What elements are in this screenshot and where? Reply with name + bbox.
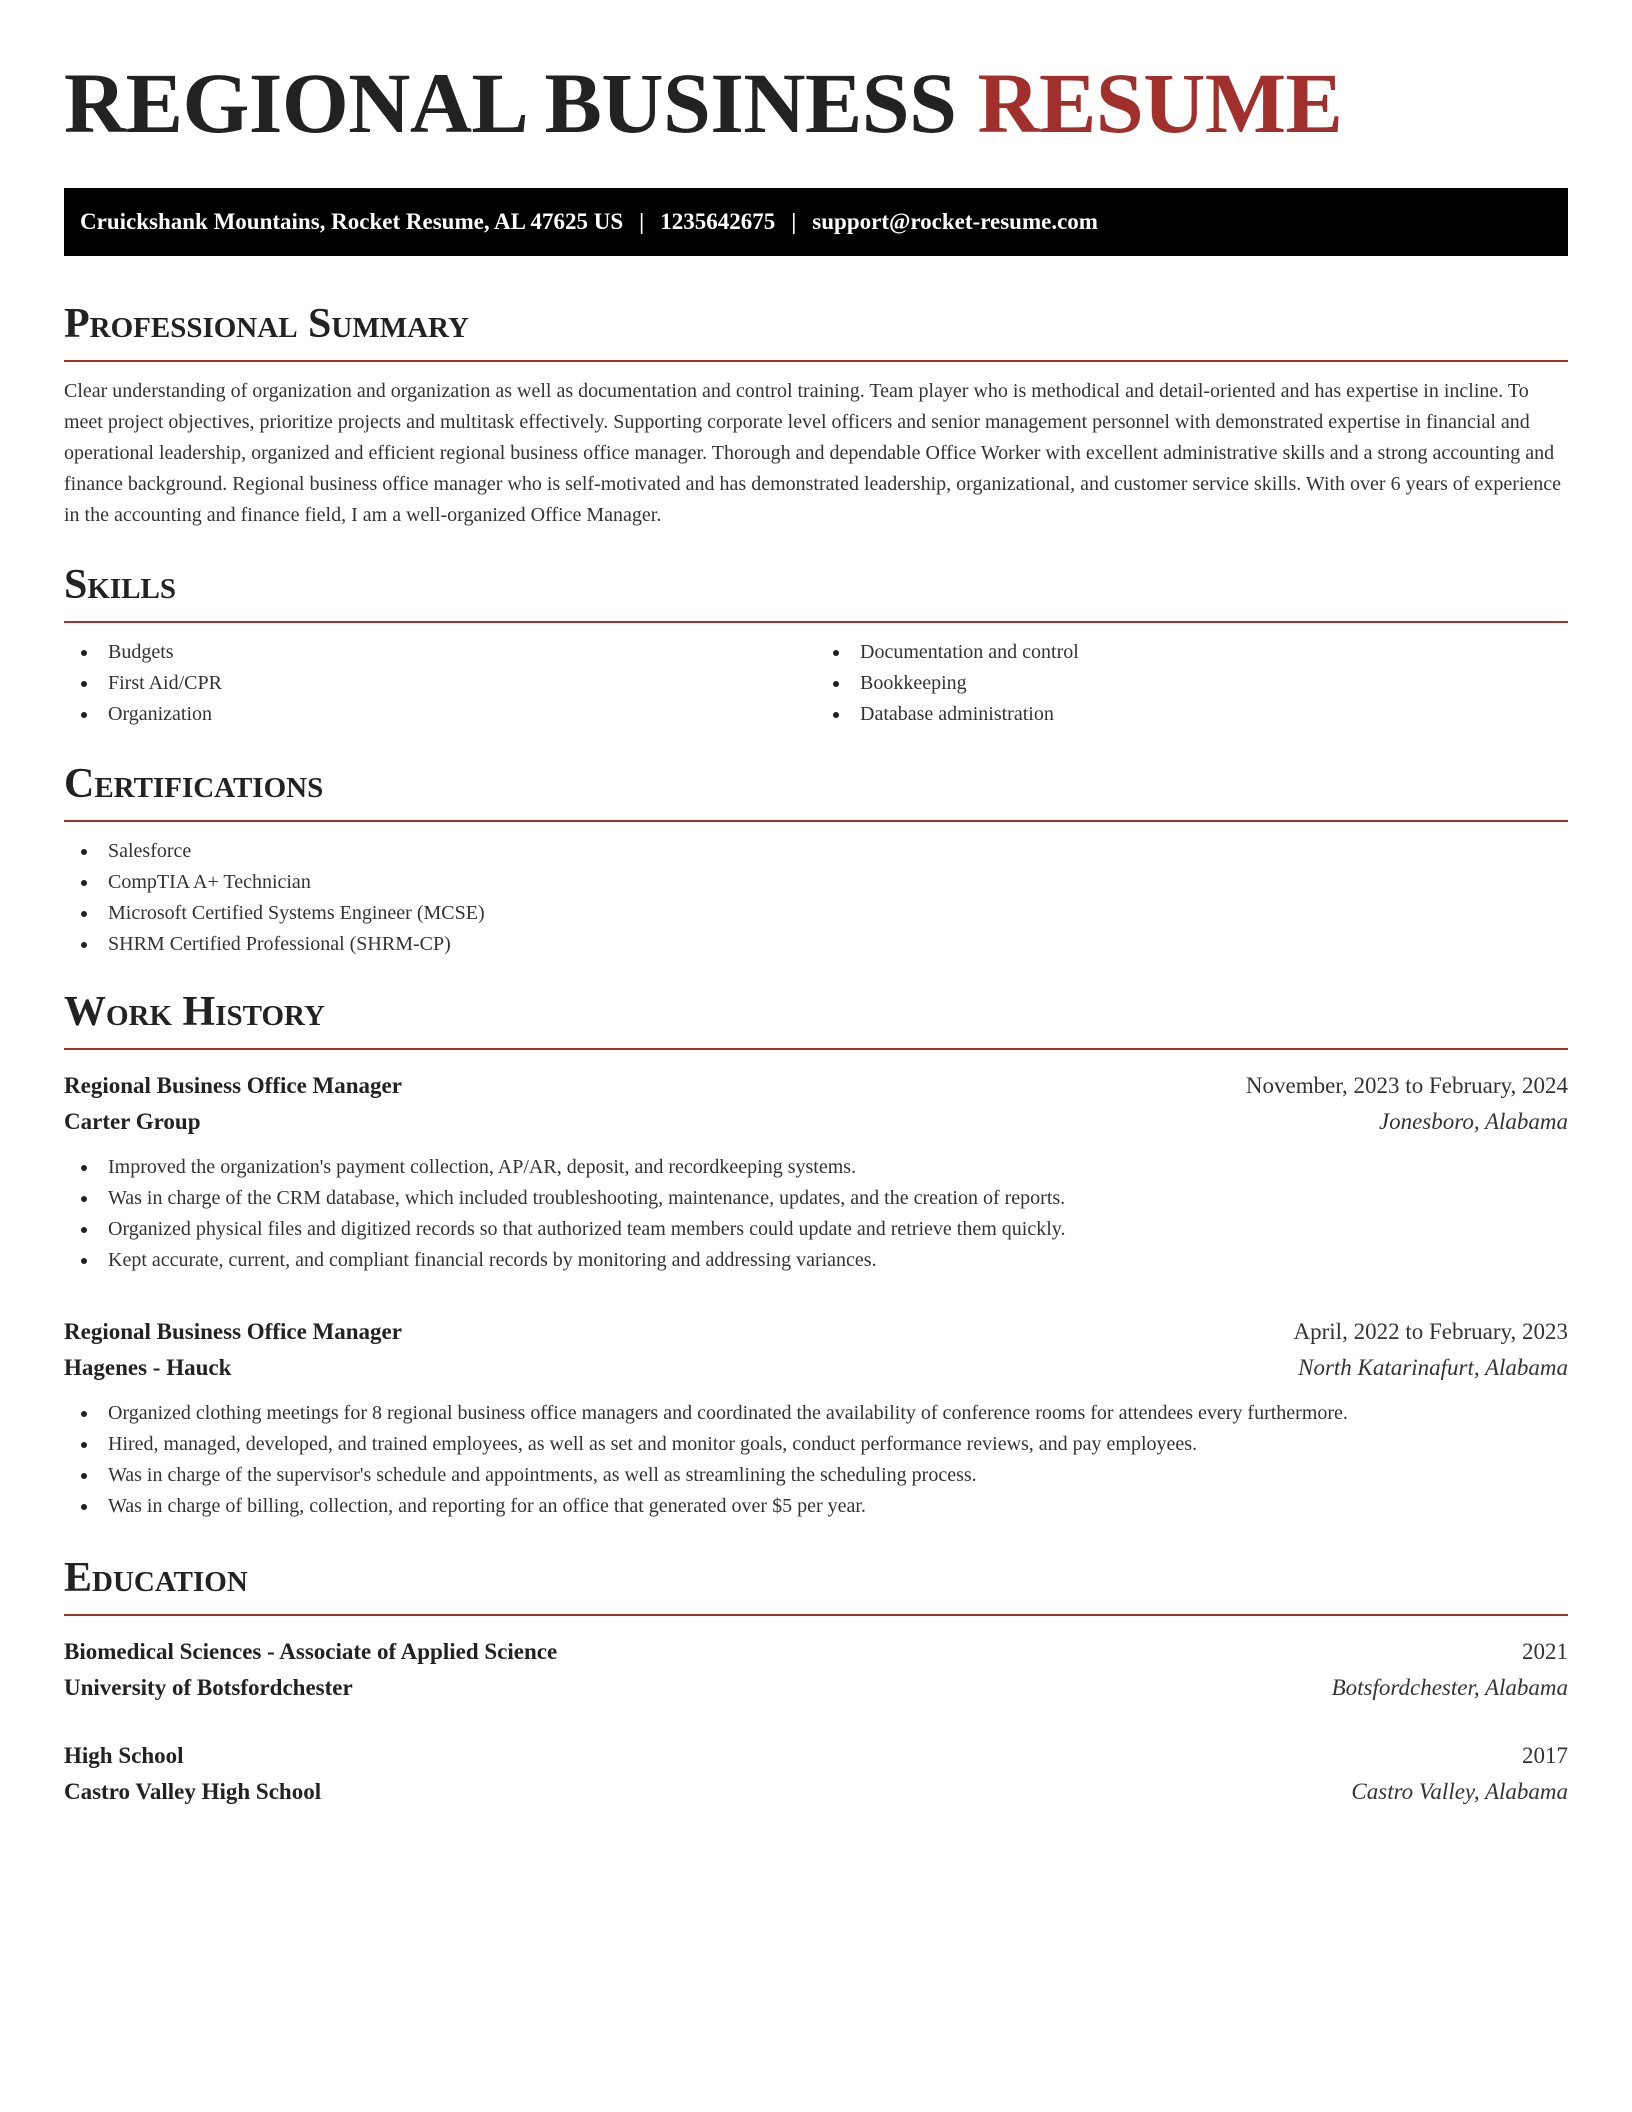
job-title: Regional Business Office Manager [64,1319,402,1344]
job-title: Regional Business Office Manager [64,1073,402,1098]
job-header-row [64,1314,1568,1350]
work-history-heading: Work History [64,986,1568,1050]
job-bullet: Hired, managed, developed, and trained employees, as well as set and monitor goals, conduct performance reviews, and pay employees. [64,1429,1568,1460]
job-location: Jonesboro, Alabama [1378,1109,1568,1134]
education-year: 2021 [1522,1639,1568,1664]
contact-phone: 1235642675 [660,209,776,234]
skill-item: Bookkeeping [816,668,1568,699]
job-company-row [64,1350,1568,1386]
education-degree: High School [64,1743,184,1768]
job-entry [64,1314,1568,1522]
education-location: Castro Valley, Alabama [1351,1779,1568,1804]
summary-heading: Professional Summary [64,298,1568,362]
education-entry [64,1738,1568,1810]
education-section [64,1552,1568,1810]
job-company: Hagenes - Hauck [64,1355,232,1380]
job-dates: April, 2022 to February, 2023 [1293,1319,1568,1344]
education-location: Botsfordchester, Alabama [1331,1675,1568,1700]
certification-item: SHRM Certified Professional (SHRM-CP) [64,929,1568,960]
job-bullet: Was in charge of the supervisor's schedule and appointments, as well as streamlining the scheduling process. [64,1460,1568,1491]
summary-section [64,298,1568,531]
certifications-list [64,836,1568,960]
certifications-section [64,758,1568,960]
education-heading: Education [64,1552,1568,1616]
skill-item: Budgets [64,637,816,668]
job-bullet: Kept accurate, current, and compliant financial records by monitoring and addressing variances. [64,1245,1568,1276]
skill-item: Database administration [816,699,1568,730]
work-history-section [64,986,1568,1522]
job-bullet: Was in charge of the CRM database, which included troubleshooting, maintenance, updates, and the creation of reports. [64,1183,1568,1214]
job-bullet: Organized physical files and digitized records so that authorized team members could update and retrieve them quickly. [64,1214,1568,1245]
education-entry [64,1634,1568,1706]
skills-grid [64,637,1568,730]
title-accent: RESUME [977,55,1343,151]
job-company: Carter Group [64,1109,201,1134]
skills-list-right [816,637,1568,730]
job-bullets [64,1398,1568,1522]
skill-item: Documentation and control [816,637,1568,668]
title-main: REGIONAL BUSINESS [64,55,978,151]
job-location: North Katarinafurt, Alabama [1298,1355,1568,1380]
skills-section [64,559,1568,730]
job-bullet: Was in charge of billing, collection, and reporting for an office that generated over $5 per year. [64,1491,1568,1522]
contact-bar [64,188,1568,256]
job-bullet: Organized clothing meetings for 8 regional business office managers and coordinated the availability of conference rooms for attendees every furthermore. [64,1398,1568,1429]
education-school-row [64,1670,1568,1706]
skills-heading: Skills [64,559,1568,623]
certification-item: Microsoft Certified Systems Engineer (MCSE) [64,898,1568,929]
contact-separator: | [639,209,645,234]
education-degree-row [64,1634,1568,1670]
education-school-row [64,1774,1568,1810]
certification-item: CompTIA A+ Technician [64,867,1568,898]
education-degree: Biomedical Sciences - Associate of Applied Science [64,1639,558,1664]
skill-item: First Aid/CPR [64,668,816,699]
education-school: University of Botsfordchester [64,1675,353,1700]
job-dates: November, 2023 to February, 2024 [1245,1073,1568,1098]
job-bullets [64,1152,1568,1276]
contact-email: support@rocket-resume.com [812,209,1098,234]
education-degree-row [64,1738,1568,1774]
skill-item: Organization [64,699,816,730]
certifications-heading: Certifications [64,758,1568,822]
skills-list-left [64,637,816,730]
job-bullet: Improved the organization's payment collection, AP/AR, deposit, and recordkeeping systems. [64,1152,1568,1183]
contact-address: Cruickshank Mountains, Rocket Resume, AL 47625 US [80,209,624,234]
job-company-row [64,1104,1568,1140]
resume-title [64,48,1568,158]
education-year: 2017 [1522,1743,1568,1768]
contact-separator: | [791,209,797,234]
summary-text: Clear understanding of organization and organization as well as documentation and control training. Team player who is methodical and detail-oriented and has expertise in incline. To meet project objectives, prioritize projects and multitask effectively. Supporting corporate level officers and senior management personnel with demonstrated expertise in financial and operational leadership, organized and efficient regional business office manager. Thorough and dependable Office Worker with excellent administrative skills and a strong accounting and finance background. Regional business office manager who is self-motivated and has demonstrated leadership, organizational, and customer service skills. With over 6 years of experience in the accounting and finance field, I am a well-organized Office Manager. [64,380,1562,526]
education-school: Castro Valley High School [64,1779,322,1804]
job-entry [64,1068,1568,1276]
job-header-row [64,1068,1568,1104]
certification-item: Salesforce [64,836,1568,867]
